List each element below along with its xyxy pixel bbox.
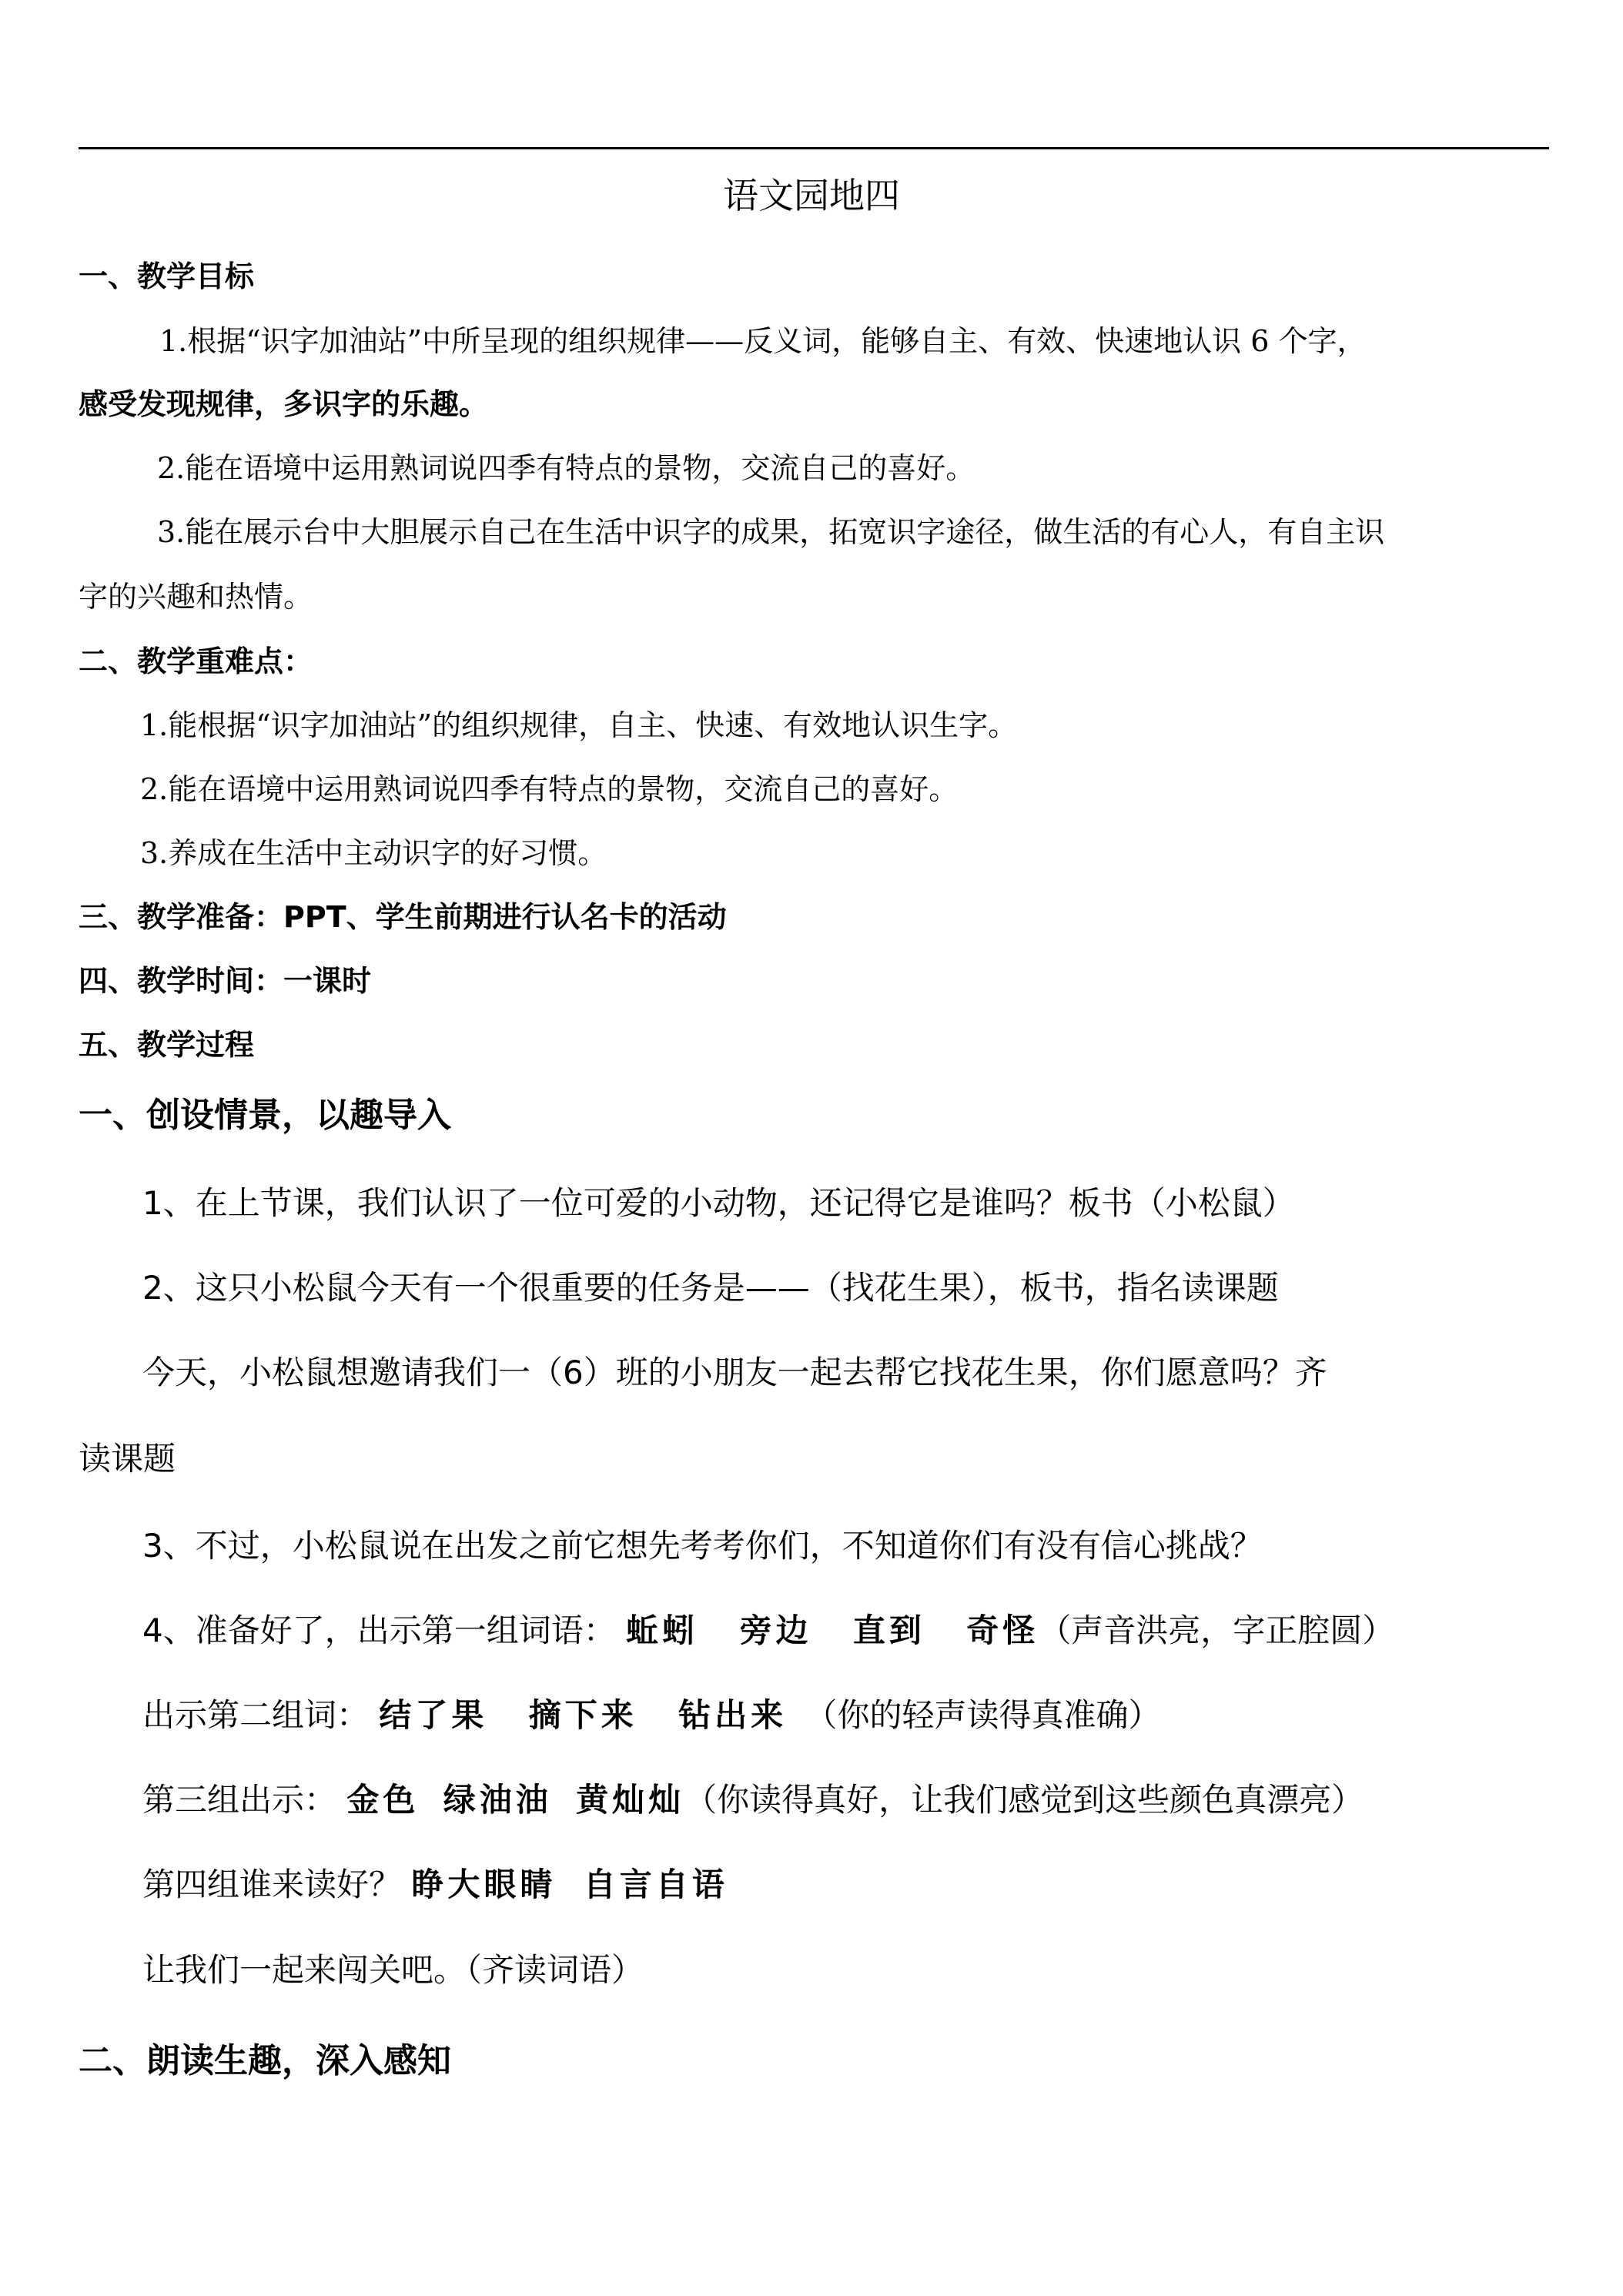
paragraph-3-continued: 读课题: [79, 1440, 176, 1478]
word-11: 睁大眼睛: [411, 1866, 557, 1903]
word-group-4-prefix: 第四组谁来读好？: [142, 1866, 402, 1903]
page-title: 语文园地四: [723, 175, 900, 216]
section-heading-preparation: 三、教学准备：PPT、学生前期进行认名卡的活动: [79, 900, 727, 934]
paragraph-4: 3、不过，小松鼠说在出发之前它想先考考你们，不知道你们有没有信心挑战？: [142, 1527, 1263, 1565]
word-1: 蚯蚓: [626, 1612, 699, 1649]
word-6: 摘下来: [528, 1696, 637, 1734]
section-heading-key-points: 二、教学重难点：: [79, 644, 313, 678]
paragraph-1: 1、在上节课，我们认识了一位可爱的小动物，还记得它是谁吗？板书（小松鼠）: [142, 1184, 1295, 1222]
word-group-1: [142, 1605, 1394, 1652]
word-4: 奇怪: [966, 1612, 1039, 1649]
key-point-1: 1.能根据“识字加油站”的组织规律，自主、快速、有效地认识生字。: [140, 708, 1018, 742]
goal-item-3-continued: 字的兴趣和热情。: [79, 580, 313, 614]
paragraph-3: 今天，小松鼠想邀请我们一（6）班的小朋友一起去帮它找花生果，你们愿意吗？齐: [142, 1354, 1327, 1391]
word-2: 旁边: [739, 1612, 812, 1649]
word-group-3-note: （你读得真好，让我们感觉到这些颜色真漂亮）: [684, 1781, 1364, 1819]
word-group-1-note: （声音洪亮，字正腔圆）: [1039, 1612, 1395, 1649]
goal-item-1-continued: 感受发现规律，多识字的乐趣。: [79, 387, 489, 421]
word-7: 钻出来: [678, 1696, 788, 1734]
goal-item-1: 1.根据“识字加油站”中所呈现的组织规律——反义词，能够自主、有效、快速地认识 6 个字，: [159, 324, 1367, 358]
goal-item-3: 3.能在展示台中大胆展示自己在生活中识字的成果，拓宽识字途径，做生活的有心人，有自主识: [157, 515, 1385, 549]
key-point-3: 3.养成在生活中主动识字的好习惯。: [140, 836, 607, 870]
word-8: 金色: [346, 1781, 420, 1819]
word-group-1-prefix: 4、准备好了，出示第一组词语：: [142, 1612, 616, 1649]
word-group-3: [142, 1775, 1364, 1821]
section-heading-process: 五、教学过程: [79, 1028, 255, 1062]
paragraph-2: 2、这只小松鼠今天有一个很重要的任务是——（找花生果），板书，指名读课题: [142, 1269, 1279, 1307]
goal-item-2: 2.能在语境中运用熟词说四季有特点的景物，交流自己的喜好。: [157, 451, 975, 485]
word-12: 自言自语: [583, 1866, 728, 1903]
word-group-2-note: （你的轻声读得真准确）: [805, 1696, 1161, 1734]
header-rule: [79, 147, 1549, 149]
word-group-2-prefix: 出示第二组词：: [142, 1696, 370, 1734]
word-group-3-prefix: 第三组出示：: [142, 1781, 337, 1819]
part-heading-reading: 二、朗读生趣，深入感知: [79, 2041, 451, 2080]
paragraph-9: 让我们一起来闯关吧。（齐读词语）: [142, 1951, 644, 1989]
word-group-4: [142, 1859, 728, 1906]
word-10: 黄灿灿: [576, 1781, 685, 1819]
word-group-2: [142, 1690, 1161, 1736]
section-heading-goals: 一、教学目标: [79, 259, 255, 293]
word-5: 结了果: [379, 1696, 488, 1734]
key-point-2: 2.能在语境中运用熟词说四季有特点的景物，交流自己的喜好。: [140, 772, 959, 806]
part-heading-intro: 一、创设情景，以趣导入: [79, 1096, 451, 1135]
word-9: 绿油油: [443, 1781, 552, 1819]
section-heading-time: 四、教学时间：一课时: [79, 964, 372, 998]
word-3: 直到: [852, 1612, 925, 1649]
